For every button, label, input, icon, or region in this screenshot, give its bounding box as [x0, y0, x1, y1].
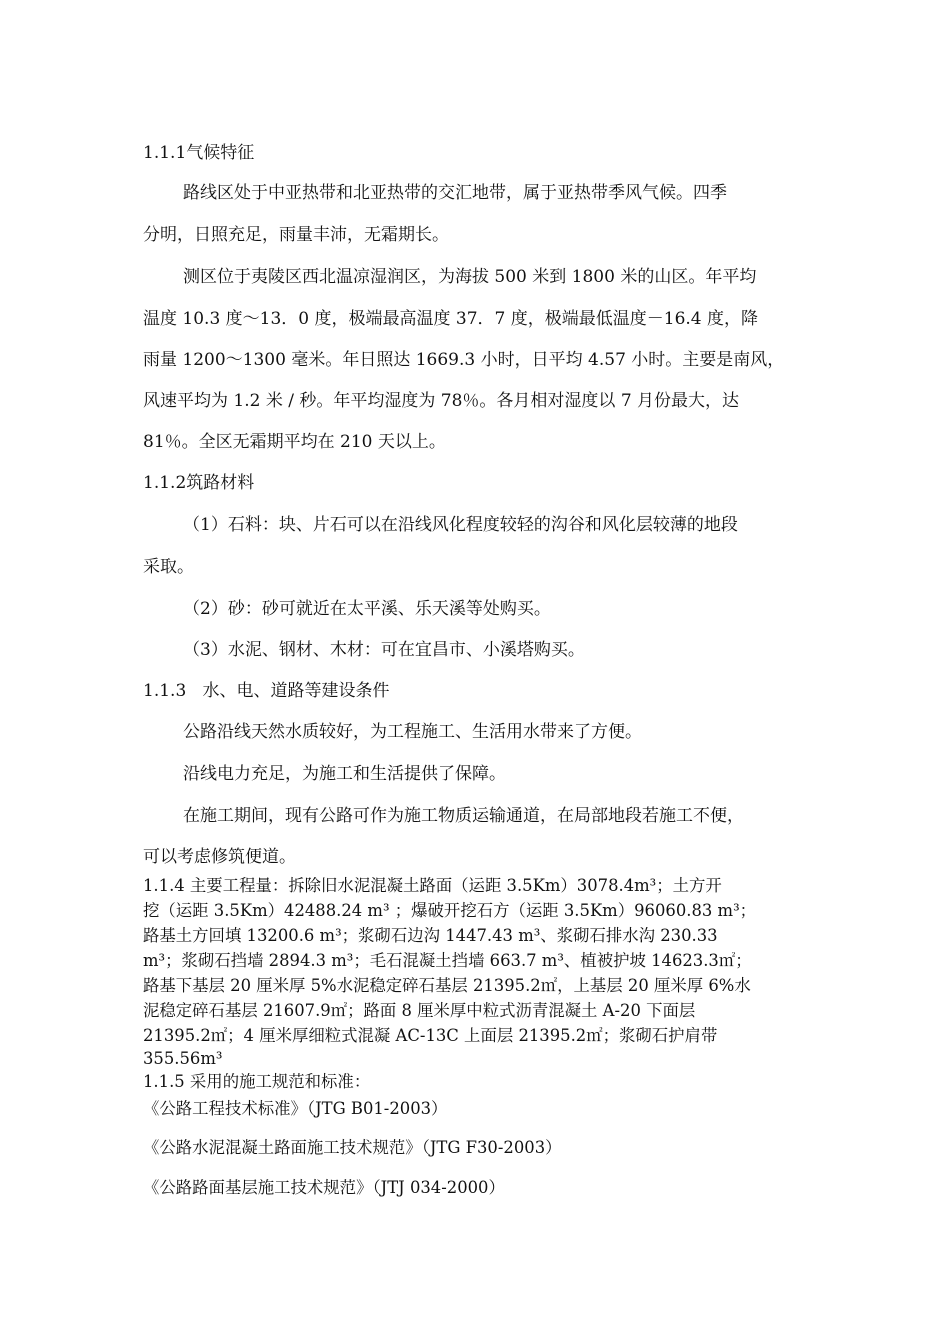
section-heading-climate: 1.1.1气候特征: [143, 143, 255, 163]
paragraph-line: 公路沿线天然水质较好，为工程施工、生活用水带来了方便。: [183, 722, 642, 742]
paragraph-line: 路线区处于中亚热带和北亚热带的交汇地带，属于亚热带季风气候。四季: [183, 183, 727, 203]
quantities-line: 21395.2㎡；4 厘米厚细粒式混凝 AC-13C 上面层 21395.2㎡；浆砌石护肩带: [143, 1026, 718, 1045]
paragraph-line: 可以考虑修筑便道。: [143, 847, 296, 867]
section-heading-standards: 1.1.5 采用的施工规范和标准：: [143, 1072, 371, 1091]
section-heading-materials: 1.1.2筑路材料: [143, 473, 255, 493]
paragraph-line: 温度 10.3 度～13．0 度，极端最高温度 37．7 度，极端最低温度－16.4 度，降: [143, 309, 759, 329]
paragraph-line: 测区位于夷陵区西北温凉湿润区，为海拔 500 米到 1800 米的山区。年平均: [183, 267, 757, 287]
section-heading-conditions: 1.1.3 水、电、道路等建设条件: [143, 681, 390, 701]
quantities-line: 泥稳定碎石基层 21607.9㎡；路面 8 厘米厚中粒式沥青混凝土 A-20 下面层: [143, 1001, 696, 1020]
quantities-line: m³；浆砌石挡墙 2894.3 m³；毛石混凝土挡墙 663.7 m³、植被护坡 14623.3㎡；: [143, 951, 752, 970]
list-item: （3）水泥、钢材、木材：可在宜昌市、小溪塔购买。: [183, 640, 585, 660]
quantities-line: 355.56m³: [143, 1049, 223, 1068]
quantities-line: 挖（运距 3.5Km）42488.24 m³ ；爆破开挖石方（运距 3.5Km）96060.83 m³；: [143, 901, 757, 920]
quantities-line: 1.1.4 主要工程量：拆除旧水泥混凝土路面（运距 3.5Km）3078.4m³；土方开: [143, 876, 722, 895]
list-item-continuation: 采取。: [143, 557, 194, 577]
quantities-line: 路基下基层 20 厘米厚 5%水泥稳定碎石基层 21395.2㎡，上基层 20 厘米厚 6%水: [143, 976, 751, 995]
paragraph-line: 雨量 1200～1300 毫米。年日照达 1669.3 小时，日平均 4.57 小时。主要是南风，: [143, 350, 785, 370]
quantities-line: 路基土方回填 13200.6 m³；浆砌石边沟 1447.43 m³、浆砌石排水沟 230.33: [143, 926, 718, 945]
standard-item: 《公路水泥混凝土路面施工技术规范》（JTG F30-2003）: [143, 1138, 562, 1157]
paragraph-line: 风速平均为 1.2 米 / 秒。年平均湿度为 78％。各月相对湿度以 7 月份最大，达: [143, 391, 740, 411]
list-item: （2）砂：砂可就近在太平溪、乐天溪等处购买。: [183, 599, 551, 619]
standard-item: 《公路路面基层施工技术规范》（JTJ 034-2000）: [143, 1178, 505, 1197]
paragraph-line: 分明，日照充足，雨量丰沛，无霜期长。: [143, 225, 449, 245]
paragraph-line: 在施工期间，现有公路可作为施工物质运输通道，在局部地段若施工不便，: [183, 806, 744, 826]
paragraph-line: 沿线电力充足，为施工和生活提供了保障。: [183, 764, 506, 784]
standard-item: 《公路工程技术标准》（JTG B01-2003）: [143, 1099, 448, 1118]
paragraph-line: 81％。全区无霜期平均在 210 天以上。: [143, 432, 446, 452]
list-item: （1）石料：块、片石可以在沿线风化程度较轻的沟谷和风化层较薄的地段: [183, 515, 738, 535]
